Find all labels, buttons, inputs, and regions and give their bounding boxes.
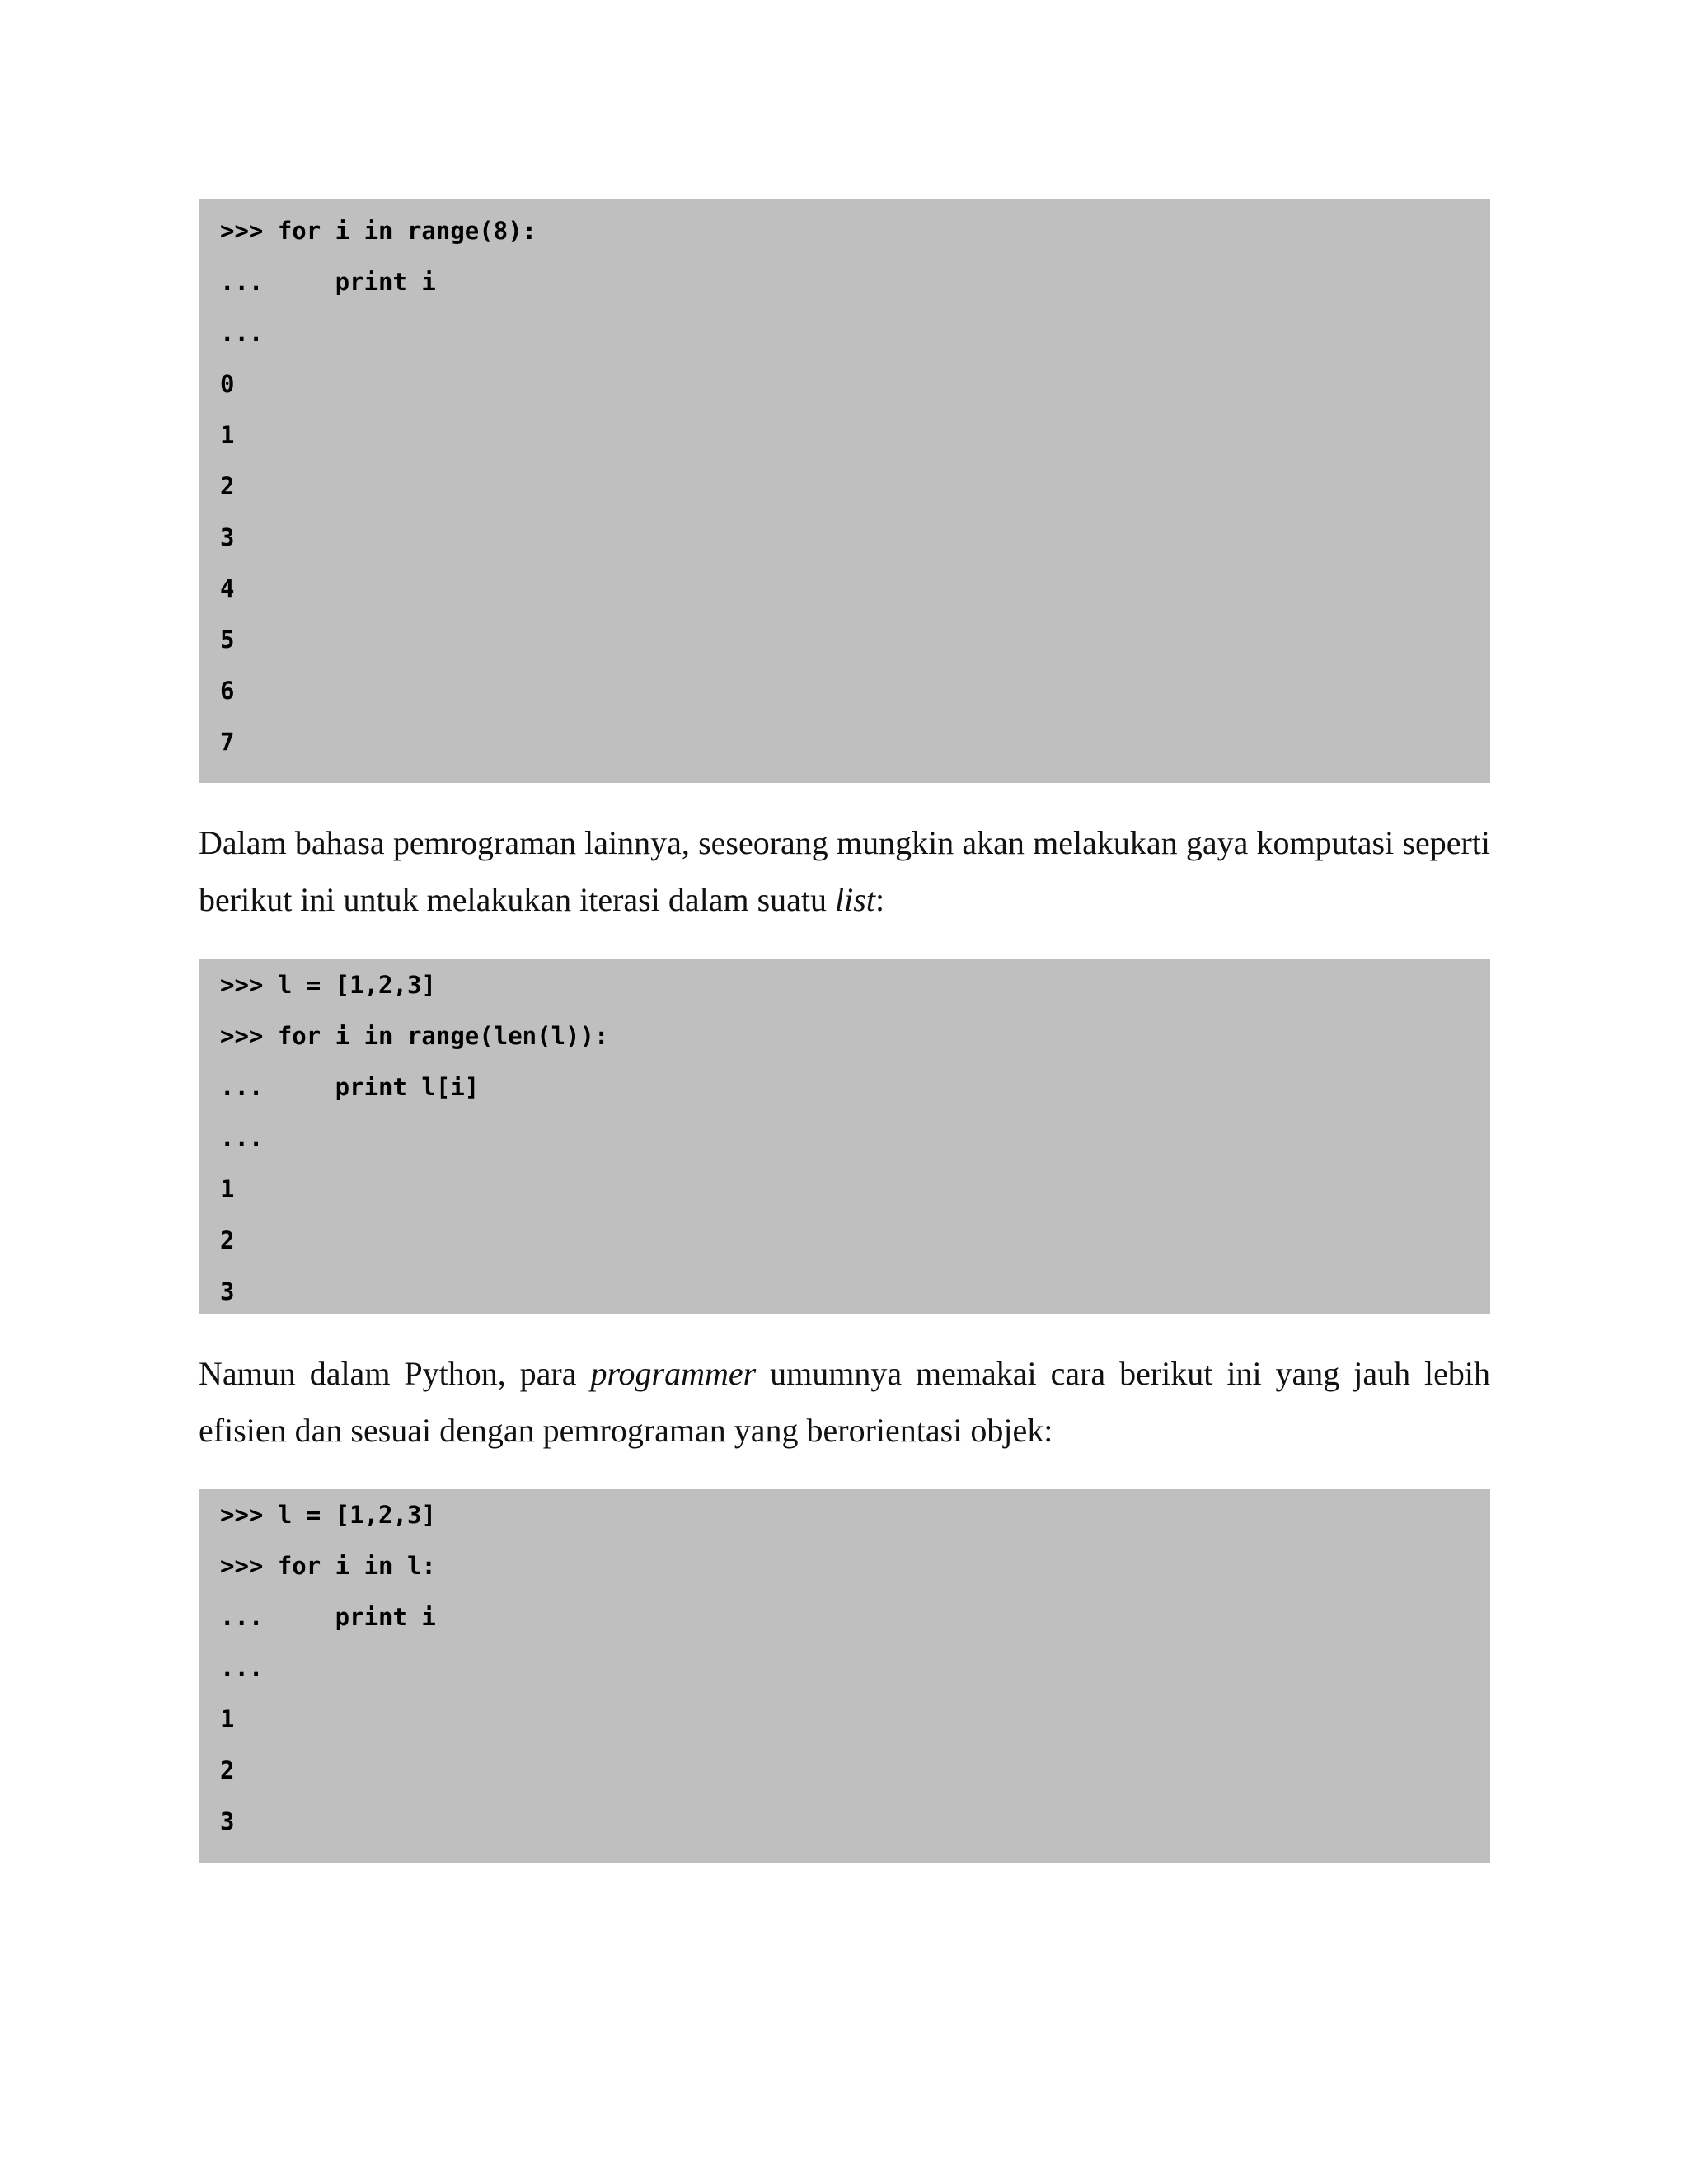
code-line: >>> for i in range(len(l)):	[220, 1022, 609, 1050]
code-line: ... print i	[220, 1603, 436, 1631]
code-line: 3	[220, 1277, 235, 1305]
code-block-range-loop	[199, 199, 1490, 783]
paragraph-text: :	[874, 881, 885, 918]
code-line: ... print i	[220, 268, 436, 296]
code-line: >>> l = [1,2,3]	[220, 971, 436, 999]
code-line: ...	[220, 1654, 264, 1682]
code-line: 7	[220, 728, 235, 756]
code-line: 3	[220, 523, 235, 551]
code-line: 1	[220, 421, 235, 449]
code-line: >>> for i in range(8):	[220, 217, 537, 245]
code-block-direct-loop	[199, 1489, 1490, 1863]
code-line: 6	[220, 677, 235, 705]
code-line: 5	[220, 626, 235, 654]
code-line: 1	[220, 1175, 235, 1203]
code-line: 0	[220, 370, 235, 398]
paragraph-text: umumnya memakai cara berikut ini yang jauh lebih efisien dan sesuai dengan pemrograman yang berorientasi objek:	[199, 1355, 1490, 1449]
code-line: 3	[220, 1807, 235, 1835]
paragraph-python-way	[199, 1345, 1490, 1459]
code-line: 2	[220, 1226, 235, 1254]
paragraph-emphasis: programmer	[590, 1355, 757, 1392]
code-block-index-loop	[199, 959, 1490, 1314]
code-line: >>> for i in l:	[220, 1552, 436, 1580]
code-line: ... print l[i]	[220, 1073, 480, 1101]
paragraph-other-languages	[199, 814, 1490, 928]
code-line: ...	[220, 319, 264, 347]
code-line: 1	[220, 1705, 235, 1733]
code-line: 4	[220, 574, 235, 602]
paragraph-text: Dalam bahasa pemrograman lainnya, seseorang mungkin akan melakukan gaya komputasi seperti berikut ini untuk melakukan iterasi dalam suatu	[199, 824, 1490, 918]
code-line: ...	[220, 1124, 264, 1152]
paragraph-text: Namun dalam Python, para	[199, 1355, 591, 1392]
code-line: 2	[220, 472, 235, 500]
paragraph-emphasis: list	[835, 881, 875, 918]
code-line: 2	[220, 1756, 235, 1784]
code-line: >>> l = [1,2,3]	[220, 1501, 436, 1529]
